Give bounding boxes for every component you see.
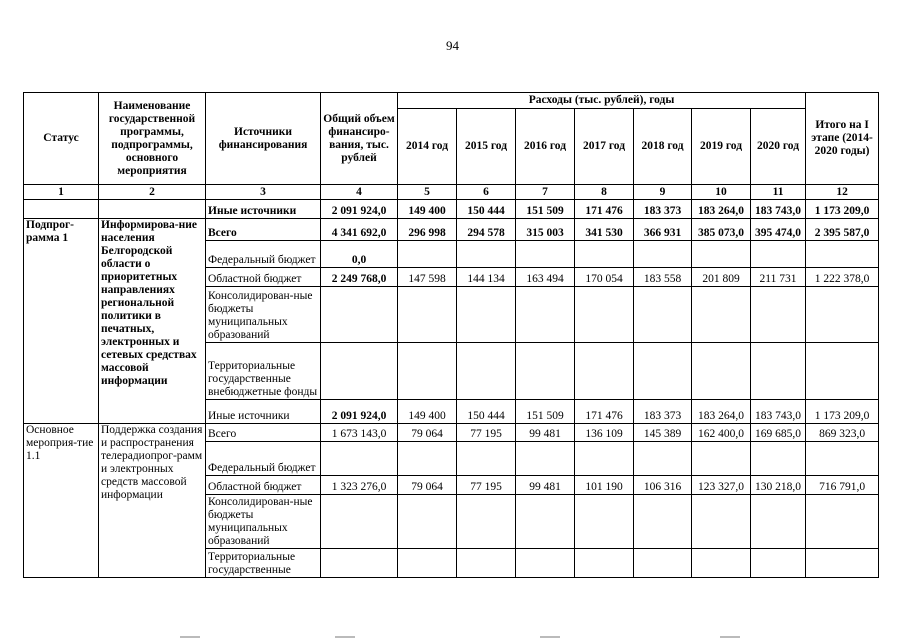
year-value [457,241,516,268]
scan-edge [0,632,905,640]
year-value: 163 494 [516,268,575,287]
stage-total-value [806,495,879,549]
total-value: 1 323 276,0 [321,476,398,495]
page-number: 94 [446,38,459,53]
year-value: 79 064 [398,424,457,442]
status-cell: Подпрог-рамма 1 [24,219,99,424]
header-year: 2014 год [398,109,457,185]
year-value: 211 731 [751,268,806,287]
column-number: 12 [806,185,879,200]
header-stage-total: Итого на I этапе (2014-2020 годы) [806,93,879,185]
financing-source: Территориальные государственные внебюджетные фонды [206,343,321,400]
year-value: 151 509 [516,400,575,424]
total-value: 4 341 692,0 [321,219,398,241]
year-value: 294 578 [457,219,516,241]
year-value [634,549,692,578]
column-number: 3 [206,185,321,200]
total-value [321,287,398,343]
year-value [634,442,692,476]
year-value: 101 190 [575,476,634,495]
year-value: 149 400 [398,400,457,424]
total-value [321,495,398,549]
year-value [398,495,457,549]
total-value: 2 091 924,0 [321,200,398,219]
year-value [516,241,575,268]
total-value: 2 091 924,0 [321,400,398,424]
status-cell: Основное мероприя-тие 1.1 [24,424,99,578]
year-value [575,495,634,549]
stage-total-value [806,287,879,343]
year-value [634,241,692,268]
header-sources: Источники финансирования [206,93,321,185]
financing-source: Всего [206,424,321,442]
year-value: 183 264,0 [692,200,751,219]
year-value [575,241,634,268]
year-value: 183 743,0 [751,200,806,219]
year-value: 149 400 [398,200,457,219]
year-value: 341 530 [575,219,634,241]
year-value [398,343,457,400]
year-value [751,241,806,268]
year-value: 147 598 [398,268,457,287]
year-value: 315 003 [516,219,575,241]
year-value: 77 195 [457,424,516,442]
total-value: 0,0 [321,241,398,268]
column-number: 1 [24,185,99,200]
year-value [751,442,806,476]
header-total-volume: Общий объем финансиро-вания, тыс. рублей [321,93,398,185]
stage-total-value [806,241,879,268]
year-value [457,442,516,476]
year-value: 144 134 [457,268,516,287]
stage-total-value: 869 323,0 [806,424,879,442]
year-value: 171 476 [575,200,634,219]
year-value [751,495,806,549]
year-value: 183 558 [634,268,692,287]
year-value [634,343,692,400]
program-cell [99,200,206,219]
financing-source: Консолидирован-ные бюджеты муниципальных образований [206,287,321,343]
year-value [575,343,634,400]
year-value [398,287,457,343]
year-value [516,442,575,476]
year-value: 171 476 [575,400,634,424]
total-value: 1 673 143,0 [321,424,398,442]
financing-source: Федеральный бюджет [206,241,321,268]
financing-table [23,92,879,578]
total-value [321,343,398,400]
program-name-cell: Информирова-ние населения Белгородской области о приоритетных направлениях региональной политики в печатных, электронных и сетевых средствах массовой информации [99,219,206,424]
year-value: 395 474,0 [751,219,806,241]
financing-row [24,219,879,241]
year-value [692,343,751,400]
year-value [575,549,634,578]
year-value: 150 444 [457,400,516,424]
stage-total-value: 1 173 209,0 [806,400,879,424]
column-number: 5 [398,185,457,200]
header-year: 2019 год [692,109,751,185]
stage-total-value [806,549,879,578]
header-year: 2020 год [751,109,806,185]
year-value [398,442,457,476]
column-number: 10 [692,185,751,200]
year-value [692,287,751,343]
year-value: 170 054 [575,268,634,287]
financing-source: Консолидирован-ные бюджеты муниципальных образований [206,495,321,549]
year-value [516,343,575,400]
total-value [321,442,398,476]
financing-row [24,424,879,442]
year-value [398,241,457,268]
header-year: 2018 год [634,109,692,185]
year-value [751,287,806,343]
financing-source: Областной бюджет [206,268,321,287]
stage-total-value: 716 791,0 [806,476,879,495]
year-value [634,495,692,549]
carryover-row [24,200,879,219]
total-value: 2 249 768,0 [321,268,398,287]
column-number: 6 [457,185,516,200]
year-value: 150 444 [457,200,516,219]
year-value [457,549,516,578]
year-value: 169 685,0 [751,424,806,442]
year-value: 99 481 [516,476,575,495]
stage-total-value: 1 222 378,0 [806,268,879,287]
header-expenses: Расходы (тыс. рублей), годы [398,93,806,109]
column-number-row [24,185,879,200]
year-value: 201 809 [692,268,751,287]
year-value: 106 316 [634,476,692,495]
column-number: 4 [321,185,398,200]
column-number: 7 [516,185,575,200]
year-value [634,287,692,343]
year-value: 162 400,0 [692,424,751,442]
financing-source: Иные источники [206,200,321,219]
year-value [692,241,751,268]
header-year: 2017 год [575,109,634,185]
program-name-cell: Поддержка создания и распространения телерадиопрог-рамм и электронных средств массовой информации [99,424,206,578]
year-value [457,495,516,549]
year-value: 183 373 [634,200,692,219]
header-year: 2015 год [457,109,516,185]
year-value [751,343,806,400]
year-value [575,287,634,343]
year-value: 183 743,0 [751,400,806,424]
year-value: 99 481 [516,424,575,442]
year-value: 296 998 [398,219,457,241]
year-value [457,287,516,343]
financing-source: Иные источники [206,400,321,424]
year-value [692,442,751,476]
year-value: 151 509 [516,200,575,219]
stage-total-value [806,442,879,476]
year-value: 130 218,0 [751,476,806,495]
year-value: 79 064 [398,476,457,495]
year-value: 136 109 [575,424,634,442]
financing-source: Всего [206,219,321,241]
financing-source: Федеральный бюджет [206,442,321,476]
year-value [457,343,516,400]
column-number: 11 [751,185,806,200]
stage-total-value: 2 395 587,0 [806,219,879,241]
stage-total-value: 1 173 209,0 [806,200,879,219]
year-value: 183 264,0 [692,400,751,424]
year-value: 145 389 [634,424,692,442]
financing-source: Территориальные государственные [206,549,321,578]
header-program-name: Наименование государственной программы, подпрограммы, основного мероприятия [99,93,206,185]
year-value [516,495,575,549]
column-number: 8 [575,185,634,200]
year-value [692,549,751,578]
year-value [751,549,806,578]
year-value: 366 931 [634,219,692,241]
status-cell [24,200,99,219]
column-number: 9 [634,185,692,200]
year-value: 77 195 [457,476,516,495]
header-year: 2016 год [516,109,575,185]
total-value [321,549,398,578]
year-value [692,495,751,549]
year-value: 385 073,0 [692,219,751,241]
year-value [575,442,634,476]
year-value: 123 327,0 [692,476,751,495]
year-value [516,549,575,578]
year-value: 183 373 [634,400,692,424]
stage-total-value [806,343,879,400]
column-number: 2 [99,185,206,200]
header-status: Статус [24,93,99,185]
financing-source: Областной бюджет [206,476,321,495]
year-value [398,549,457,578]
year-value [516,287,575,343]
